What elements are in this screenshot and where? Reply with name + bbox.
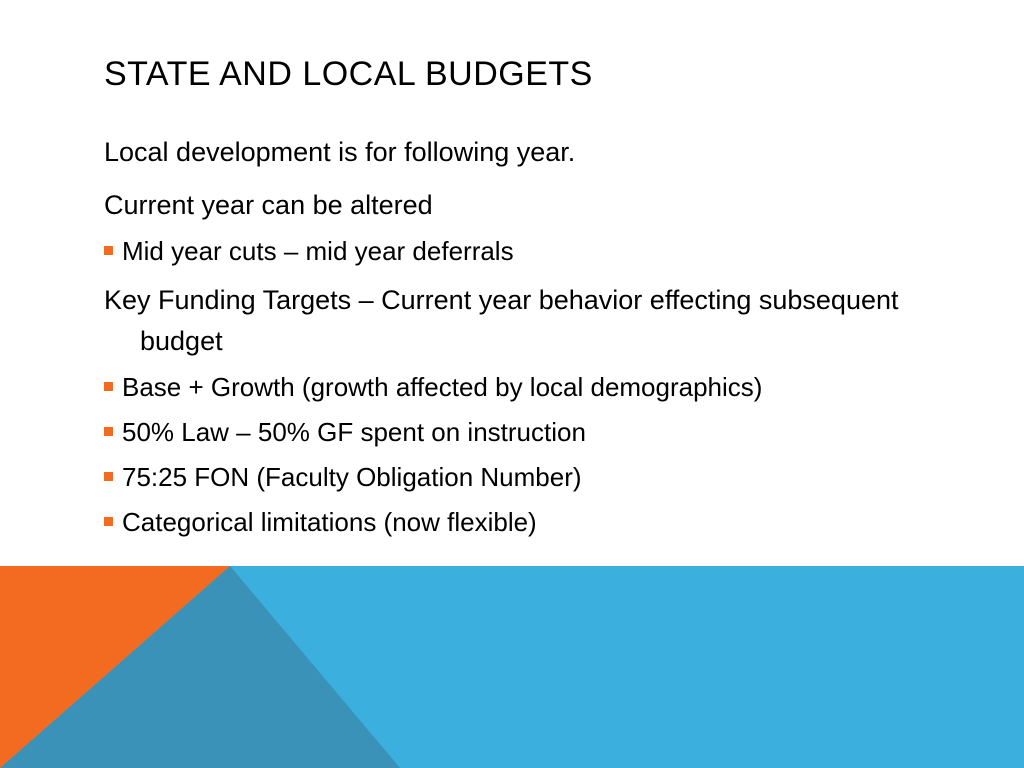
slide-body bbox=[104, 132, 964, 550]
sub-list-item bbox=[104, 415, 964, 449]
sub-list-item-text: 50% Law – 50% GF spent on instruction bbox=[122, 417, 586, 447]
sub-list-item-text: Mid year cuts – mid year deferrals bbox=[122, 236, 514, 266]
sub-list-item-text: Base + Growth (growth affected by local demographics) bbox=[122, 372, 763, 402]
sub-list-item bbox=[104, 234, 964, 268]
sub-list-item-text: 75:25 FON (Faculty Obligation Number) bbox=[122, 462, 582, 492]
list-item: Current year can be altered bbox=[104, 190, 433, 220]
sub-list-item bbox=[104, 505, 964, 539]
list-item: Key Funding Targets – Current year behavior effecting subsequent budget bbox=[104, 285, 899, 356]
sub-list-item-text: Categorical limitations (now flexible) bbox=[122, 507, 537, 537]
square-bullet-icon bbox=[104, 472, 113, 481]
list-item: Local development is for following year. bbox=[104, 137, 576, 167]
square-bullet-icon bbox=[104, 517, 113, 526]
square-bullet-icon bbox=[104, 382, 113, 391]
square-bullet-icon bbox=[104, 427, 113, 436]
square-bullet-icon bbox=[104, 246, 113, 255]
sub-list-item bbox=[104, 370, 964, 404]
sub-list-item bbox=[104, 460, 964, 494]
footer-decoration bbox=[0, 566, 1024, 768]
slide-title: STATE AND LOCAL BUDGETS bbox=[104, 55, 593, 93]
